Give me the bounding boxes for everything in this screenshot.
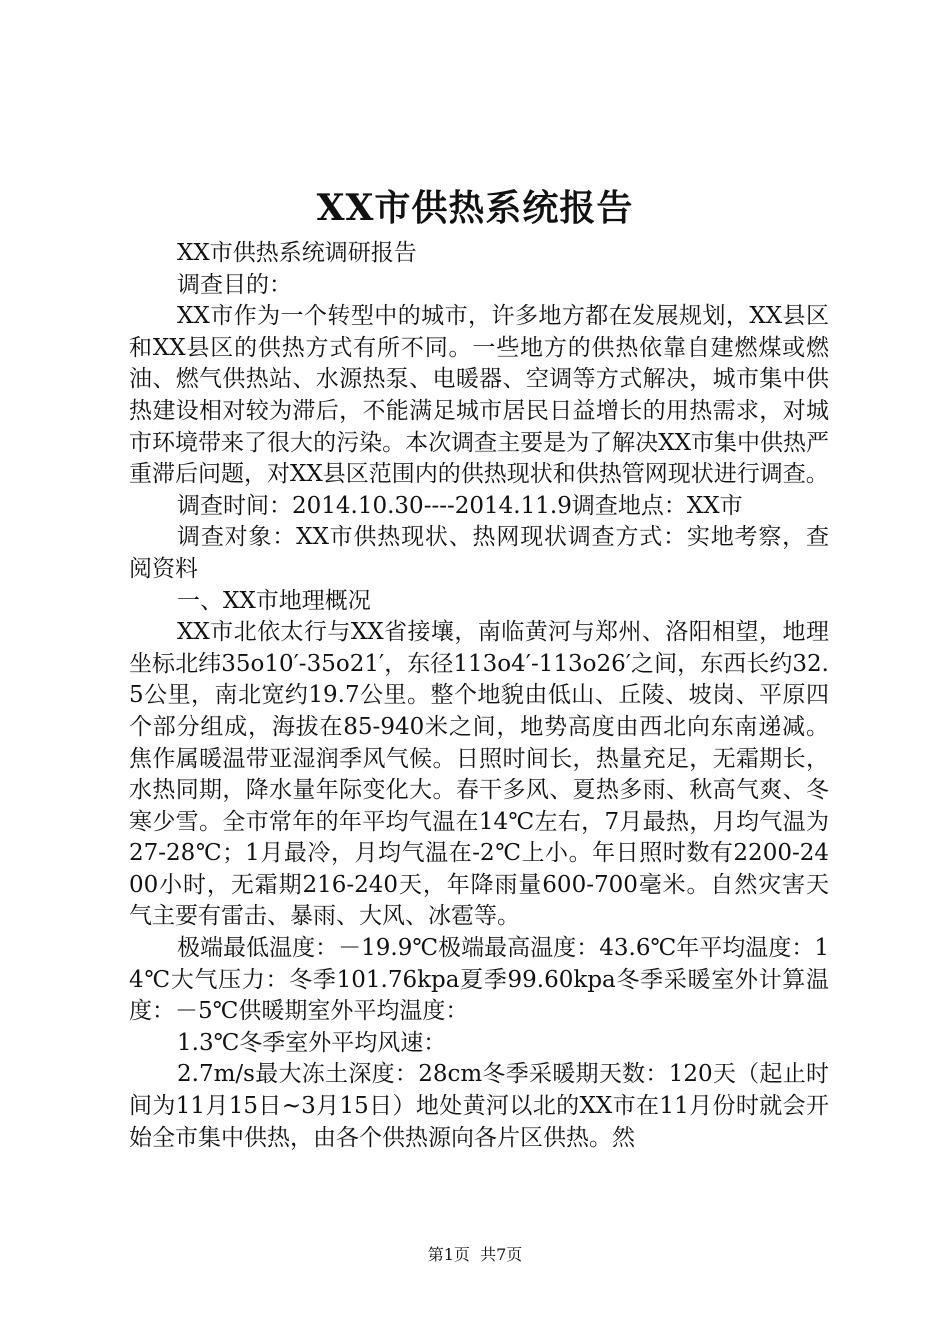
- section-heading-geography: 一、XX市地理概况: [177, 587, 371, 614]
- survey-object-paragraph: 调查对象：XX市供热现状、热网现状调查方式：实地考察，查阅资料: [129, 524, 829, 582]
- report-subtitle: XX市供热系统调研报告: [177, 240, 417, 266]
- purpose-paragraph: XX市作为一个转型中的城市，许多地方都在发展规划，XX县区和XX县区的供热方式有所不同。一些地方的供热依靠自建燃煤或燃油、燃气供热站、水源热泵、电暖器、空调等方式解决，城市集中供热建设相对较为滞后，不能满足城市居民日益增长的用热需求，对城市环境带来了很大的污染。本次调查主要是为了解决XX市集中供热严重滞后问题，对XX县区范围内的供热现状和供热管网现状进行调查。: [129, 303, 829, 488]
- purpose-heading: 调查目的：: [177, 271, 292, 298]
- wind-speed-paragraph: 1.3℃冬季室外平均风速：: [177, 1029, 447, 1056]
- survey-time-paragraph: 调查时间：2014.10.30----2014.11.9调查地点：XX市: [177, 492, 743, 519]
- page-footer: 第1页 共7页: [427, 1245, 523, 1264]
- document-body: [129, 238, 829, 1154]
- document-title: XX市供热系统报告: [316, 187, 634, 229]
- geography-paragraph: XX市北依太行与XX省接壤，南临黄河与郑州、洛阳相望，地理坐标北纬35o10′-35o21′，东径113o4′-113o26′之间，东西长约32.5公里，南北宽约19.7公里。整个地貌由低山、丘陵、坡岗、平原四个部分组成，海拔在85-940米之间，地势高度由西北向东南递减。焦作属暖温带亚湿润季风气候。日照时间长，热量充足，无霜期长，水热同期，降水量年际变化大。春干多风、夏热多雨、秋高气爽、冬寒少雪。全市常年的年平均气温在14℃左右，7月最热，月均气温为27-28℃；1月最冷，月均气温在-2℃上小。年日照时数有2200-2400小时，无霜期216-240天，年降雨量600-700毫米。自然灾害天气主要有雷击、暴雨、大风、冰雹等。: [129, 619, 829, 930]
- heating-period-paragraph: 2.7m/s最大冻土深度：28cm冬季采暖期天数：120天（起止时间为11月15日~3月15日）地处黄河以北的XX市在11月份时就会开始全市集中供热，由各个供热源向各片区供热。然: [129, 1061, 829, 1151]
- climate-data-paragraph: 极端最低温度：－19.9℃极端最高温度：43.6℃年平均温度：14℃大气压力：冬季101.76kpa夏季99.60kpa冬季采暖室外计算温度：－5℃供暖期室外平均温度：: [129, 935, 829, 1025]
